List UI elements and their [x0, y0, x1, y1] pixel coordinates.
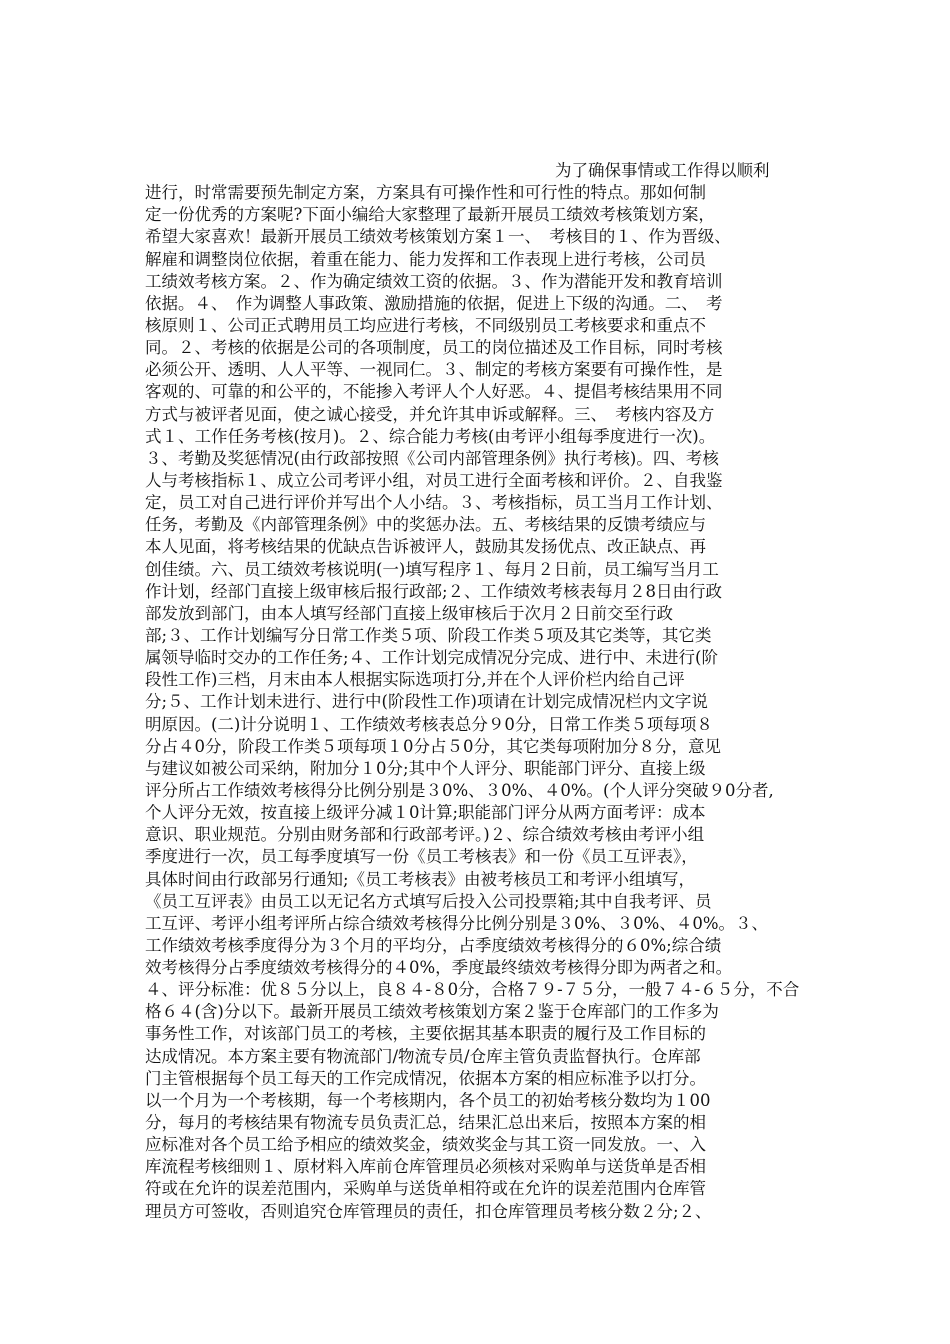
text-line: 式１、工作任务考核(按月)。２、综合能力考核(由考评小组每季度进行一次)。 [145, 426, 716, 446]
text-line: 方式与被评者见面，使之诚心接受，并允许其申诉或解释。三、 考核内容及方 [145, 404, 715, 424]
text-line: 格６４(含)分以下。最新开展员工绩效考核策划方案２鉴于仓库部门的工作多为 [145, 1002, 719, 1022]
text-line: 客观的、可靠的和公平的，不能掺入考评人个人好恶。４、提倡考核结果用不同 [145, 382, 723, 402]
document-body [145, 160, 810, 1223]
text-line: ４、评分标准：优８５分以上，良８４-８0分，合格７９-７５分，一般７４-６５分，不合 [145, 980, 800, 1000]
text-line: 意识、职业规范。分别由财务部和行政部考评。)２、综合绩效考核由考评小组 [145, 825, 705, 845]
text-line: 与建议如被公司采纳，附加分１0分;其中个人评分、职能部门评分、直接上级 [145, 758, 706, 778]
text-line: 作计划，经部门直接上级审核后报行政部;２、工作绩效考核表每月２8日由行政 [145, 581, 723, 601]
text-line: 理员方可签收，否则追究仓库管理员的责任，扣仓库管理员考核分数２分;２、 [145, 1201, 712, 1221]
text-line: 解雇和调整岗位依据，着重在能力、能力发挥和工作表现上进行考核，公司员 [145, 249, 706, 269]
text-line: 任务，考勤及《内部管理条例》中的奖惩办法。五、考核结果的反馈考绩应与 [145, 515, 706, 535]
text-line: ３、考勤及奖惩情况(由行政部按照《公司内部管理条例》执行考核)。四、考核 [145, 448, 719, 468]
text-line: 季度进行一次，员工每季度填写一份《员工考核表》和一份《员工互评表》， [145, 847, 698, 867]
text-line: 希望大家喜欢！最新开展员工绩效考核策划方案１一、 考核目的１、作为晋级、 [145, 227, 731, 247]
text-line: 评分所占工作绩效考核得分比例分别是３0%、３0%、４0%。(个人评分突破９0分者, [145, 780, 774, 800]
text-line: 部;３、工作计划编写分日常工作类５项、阶段工作类５项及其它类等，其它类 [145, 625, 712, 645]
text-line: 人与考核指标１、成立公司考评小组，对员工进行全面考核和评价。２、自我鉴 [145, 470, 723, 490]
text-line: 工作绩效考核季度得分为３个月的平均分，占季度绩效考核得分的６0%;综合绩 [145, 935, 722, 955]
text-line: 应标准对各个员工给予相应的绩效奖金，绩效奖金与其工资一同发放。一、入 [145, 1135, 706, 1155]
text-line: 分，每月的考核结果有物流专员负责汇总，结果汇总出来后，按照本方案的相 [145, 1113, 706, 1133]
text-line: 门主管根据每个员工每天的工作完成情况，依据本方案的相应标准予以打分。 [145, 1068, 706, 1088]
text-line: 明原因。(二)计分说明１、工作绩效考核表总分９0分，日常工作类５项每项８ [145, 714, 713, 734]
text-line: 必须公开、透明、人人平等、一视同仁。３、制定的考核方案要有可操作性，是 [145, 360, 723, 380]
text-line: 达成情况。本方案主要有物流部门/物流专员/仓库主管负责监督执行。仓库部 [145, 1046, 701, 1066]
text-line: 创佳绩。六、员工绩效考核说明(一)填写程序１、每月２日前，员工编写当月工 [145, 559, 719, 579]
text-line: 库流程考核细则１、原材料入库前仓库管理员必须核对采购单与送货单是否相 [145, 1157, 706, 1177]
text-line: 依据。４、 作为调整人事政策、激励措施的依据，促进上下级的沟通。二、 考 [145, 293, 723, 313]
text-line: 段性工作)三档，月末由本人根据实际选项打分,并在个人评价栏内给自己评 [145, 670, 685, 690]
text-line: 核原则１、公司正式聘用员工均应进行考核，不同级别员工考核要求和重点不 [145, 315, 706, 335]
text-line: 定一份优秀的方案呢?下面小编给大家整理了最新开展员工绩效考核策划方案， [145, 205, 715, 225]
text-line: 《员工互评表》由员工以无记名方式填写后投入公司投票箱;其中自我考评、员 [145, 891, 712, 911]
text-line: 分占４0分，阶段工作类５项每项１0分占５0分，其它类每项附加分８分，意见 [145, 736, 721, 756]
text-line: 本人见面，将考核结果的优缺点告诉被评人，鼓励其发扬优点、改正缺点、再 [145, 537, 706, 557]
text-line: 符或在允许的误差范围内，采购单与送货单相符或在允许的误差范围内仓库管 [145, 1179, 706, 1199]
text-line: 属领导临时交办的工作任务;４、工作计划完成情况分完成、进行中、未进行(阶 [145, 648, 718, 668]
text-line: 具体时间由行政部另行通知;《员工考核表》由被考核员工和考评小组填写， [145, 869, 696, 889]
text-line: 定，员工对自己进行评价并写出个人小结。３、考核指标，员工当月工作计划、 [145, 493, 723, 513]
text-line: 效考核得分占季度绩效考核得分的４0%，季度最终绩效考核得分即为两者之和。 [145, 958, 733, 978]
text-line: 工绩效考核方案。２、作为确定绩效工资的依据。３、作为潜能开发和教育培训 [145, 271, 723, 291]
text-line: 分;５、工作计划未进行、进行中(阶段性工作)项请在计划完成情况栏内文字说 [145, 692, 708, 712]
text-line: 工互评、考评小组考评所占综合绩效考核得分比例分别是３0%、３0%、４0%。３、 [145, 913, 769, 933]
text-line: 事务性工作，对该部门员工的考核，主要依据其基本职责的履行及工作目标的 [145, 1024, 706, 1044]
text-line: 个人评分无效，按直接上级评分减１0计算;职能部门评分从两方面考评：成本 [145, 803, 706, 823]
text-line: 为了确保事情或工作得以顺利 [555, 161, 770, 180]
text-line: 同。２、考核的依据是公司的各项制度，员工的岗位描述及工作目标，同时考核 [145, 338, 723, 358]
text-line: 以一个月为一个考核期，每一个考核期内，各个员工的初始考核分数均为１00 [145, 1090, 711, 1110]
text-line: 进行，时常需要预先制定方案，方案具有可操作性和可行性的特点。那如何制 [145, 183, 706, 203]
text-line: 部发放到部门，由本人填写经部门直接上级审核后于次月２日前交至行政 [145, 603, 673, 623]
